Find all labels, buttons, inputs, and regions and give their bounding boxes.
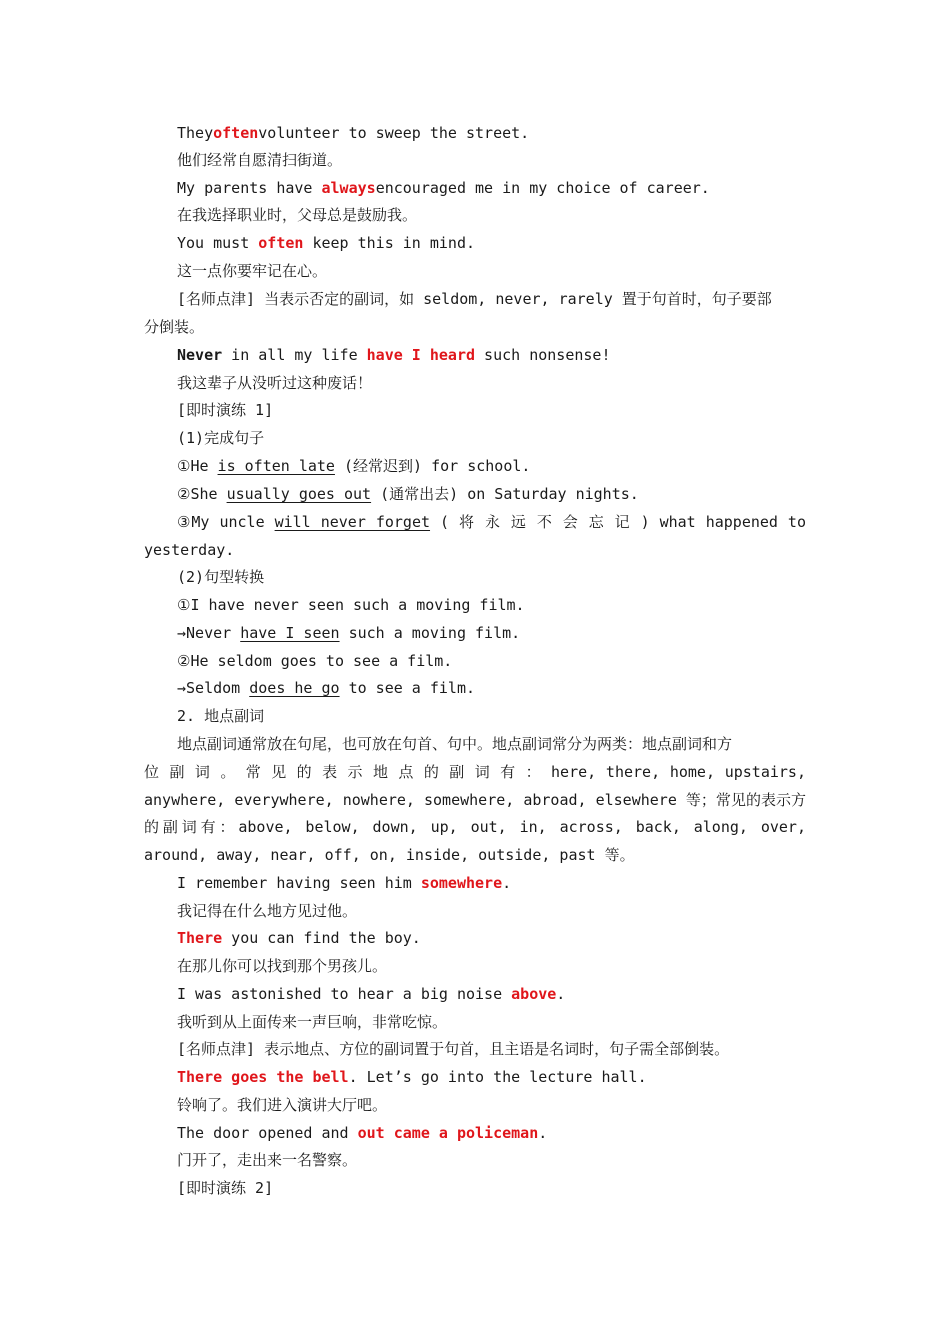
translation: 他们经常自愿清扫街道。 bbox=[177, 151, 343, 169]
exercise-item: ①I have never seen such a moving film. bbox=[177, 596, 525, 614]
text: The door opened and bbox=[177, 1124, 358, 1142]
text: . Let’s go into the lecture hall. bbox=[348, 1068, 647, 1086]
exercise-item bbox=[144, 454, 806, 478]
text: in all my life bbox=[222, 346, 367, 364]
text: to see a film. bbox=[339, 679, 476, 697]
exercise-item bbox=[144, 510, 806, 534]
answer-blank: is often late bbox=[217, 457, 335, 475]
example-sentence bbox=[144, 926, 806, 950]
example-sentence bbox=[144, 1121, 806, 1145]
text: →Never bbox=[177, 624, 241, 642]
example-sentence bbox=[144, 343, 806, 367]
translation: 铃响了。我们进入演讲大厅吧。 bbox=[177, 1096, 388, 1114]
exercise-item: ②He seldom goes to see a film. bbox=[177, 652, 453, 670]
text: ②She bbox=[177, 485, 227, 503]
paragraph-line: 地点副词通常放在句尾，也可放在句首、句中。地点副词常分为两类：地点副词和方 bbox=[177, 735, 733, 753]
teacher-tip-continued: 分倒装。 bbox=[144, 318, 205, 336]
exercise-item bbox=[144, 482, 806, 506]
paragraph-line: 的副词有：above, below, down, up, out, in, across, back, along, over, bbox=[144, 818, 806, 836]
text: . bbox=[502, 874, 512, 892]
highlighted-inversion: out came a policeman bbox=[357, 1124, 539, 1142]
example-sentence bbox=[144, 121, 806, 145]
exercise-answer bbox=[144, 621, 806, 645]
exercise-subheading: (2)句型转换 bbox=[177, 568, 265, 586]
exercise-subheading: (1)完成句子 bbox=[177, 429, 265, 447]
example-sentence bbox=[144, 871, 806, 895]
text: They bbox=[177, 124, 214, 142]
translation: 门开了，走出来一名警察。 bbox=[177, 1151, 358, 1169]
text: . bbox=[538, 1124, 548, 1142]
text: (通常出去) on Saturday nights. bbox=[371, 485, 639, 503]
paragraph-line: 位 副 词 。 常 见 的 表 示 地 点 的 副 词 有 ： here, there, home, upstairs, bbox=[144, 763, 806, 781]
text: such nonsense! bbox=[475, 346, 611, 364]
text: I was astonished to hear a big noise bbox=[177, 985, 512, 1003]
answer-blank: does he go bbox=[249, 679, 340, 697]
highlighted-adverb: always bbox=[321, 179, 376, 197]
text: volunteer to sweep the street. bbox=[258, 124, 530, 142]
paragraph-line: anywhere, everywhere, nowhere, somewhere, abroad, elsewhere 等；常见的表示方 bbox=[144, 791, 806, 809]
teacher-tip: [名师点津] 当表示否定的副词，如 seldom, never, rarely 置于句首时，句子要部 bbox=[177, 290, 772, 308]
highlighted-adverb: often bbox=[213, 124, 259, 142]
text: keep this in mind. bbox=[303, 234, 476, 252]
translation: 我记得在什么地方见过他。 bbox=[177, 902, 358, 920]
text: . bbox=[556, 985, 566, 1003]
text: ①He bbox=[177, 457, 218, 475]
text: →Seldom bbox=[177, 679, 250, 697]
text: I remember having seen him bbox=[177, 874, 421, 892]
exercise-heading: [即时演练 2] bbox=[177, 1179, 274, 1197]
example-sentence bbox=[144, 176, 806, 200]
text: (经常迟到) for school. bbox=[334, 457, 531, 475]
highlighted-adverb: above bbox=[511, 985, 557, 1003]
highlighted-adverb: often bbox=[258, 234, 304, 252]
example-sentence bbox=[144, 1065, 806, 1089]
text: ( 将 永 远 不 会 忘 记 ) what happened to bbox=[440, 513, 806, 531]
text: you can find the boy. bbox=[222, 929, 421, 947]
translation: 在我选择职业时，父母总是鼓励我。 bbox=[177, 206, 418, 224]
translation: 这一点你要牢记在心。 bbox=[177, 262, 328, 280]
text: My parents have bbox=[177, 179, 322, 197]
translation: 我这辈子从没听过这种废话！ bbox=[177, 374, 373, 392]
highlighted-adverb: There bbox=[177, 929, 223, 947]
translation: 我听到从上面传来一声巨响，非常吃惊。 bbox=[177, 1013, 448, 1031]
answer-blank: have I seen bbox=[240, 624, 340, 642]
example-sentence bbox=[144, 231, 806, 255]
paragraph-line: around, away, near, off, on, inside, outside, past 等。 bbox=[144, 846, 635, 864]
answer-blank: will never forget bbox=[274, 513, 431, 531]
answer-blank: usually goes out bbox=[226, 485, 372, 503]
exercise-heading: [即时演练 1] bbox=[177, 401, 274, 419]
section-heading: 2. 地点副词 bbox=[177, 707, 265, 725]
text: such a moving film. bbox=[339, 624, 521, 642]
text: Never bbox=[177, 346, 223, 364]
translation: 在那儿你可以找到那个男孩儿。 bbox=[177, 957, 388, 975]
exercise-item-continued: yesterday. bbox=[144, 541, 235, 559]
text: You must bbox=[177, 234, 259, 252]
exercise-answer bbox=[144, 676, 806, 700]
highlighted-inversion: There goes the bell bbox=[177, 1068, 349, 1086]
highlighted-inversion: have I heard bbox=[366, 346, 476, 364]
teacher-tip: [名师点津] 表示地点、方位的副词置于句首，且主语是名词时，句子需全部倒装。 bbox=[177, 1040, 730, 1058]
text: ③My uncle bbox=[177, 513, 275, 531]
text: encouraged me in my choice of career. bbox=[375, 179, 710, 197]
example-sentence bbox=[144, 982, 806, 1006]
highlighted-adverb: somewhere bbox=[420, 874, 503, 892]
